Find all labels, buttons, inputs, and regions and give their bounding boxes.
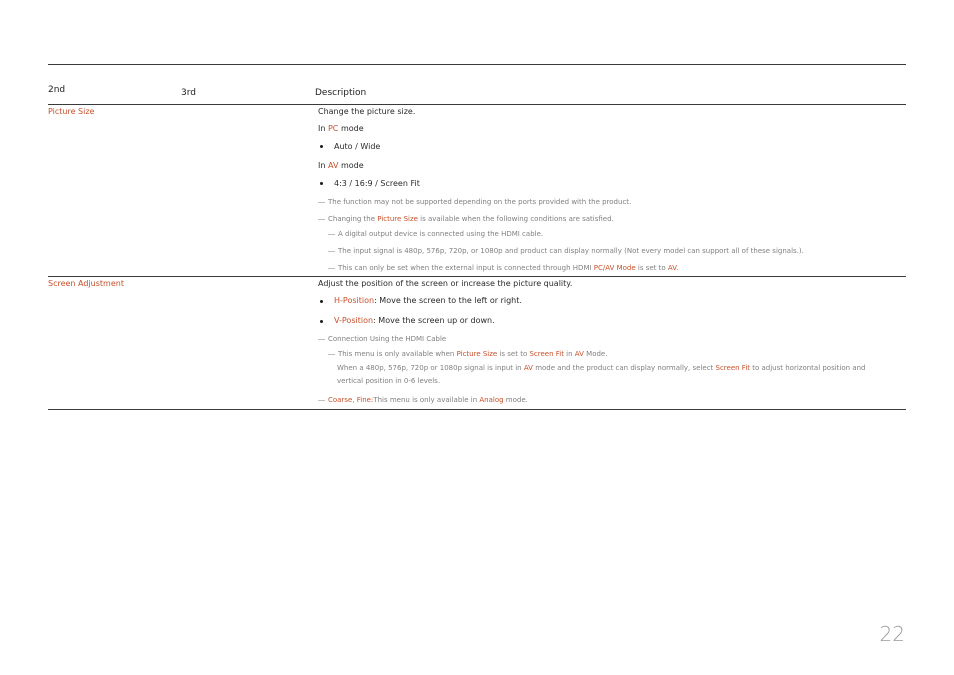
note-dash-icon: ― xyxy=(318,215,325,223)
bullet-dot xyxy=(320,182,323,185)
bottom-rule xyxy=(48,409,906,410)
page-number: 22 xyxy=(879,622,905,646)
av-mode-line xyxy=(318,161,364,170)
screen-adjustment-note-1: ― Connection Using the HDMI Cable xyxy=(318,335,447,343)
screen-adjustment-sub-note-2b: vertical position in 0-6 levels. xyxy=(337,377,441,385)
bullet-dot xyxy=(320,320,323,323)
note-dash-icon: ― xyxy=(318,335,325,343)
picture-size-note-1: ― The function may not be supported depending on the ports provided with the product. xyxy=(318,198,632,206)
screen-adjustment-sub-note-1: ― This menu is only available when Picture Size is set to Screen Fit in AV Mode. xyxy=(328,350,608,358)
picture-size-sub-note-1: ― A digital output device is connected using the HDMI cable. xyxy=(328,230,544,238)
row-picture-size-label: Picture Size xyxy=(48,107,95,116)
av-mode-options: 4:3 / 16:9 / Screen Fit xyxy=(334,179,420,188)
screen-adjustment-intro: Adjust the position of the screen or increase the picture quality. xyxy=(318,279,573,288)
picture-size-note-2: ― Changing the Picture Size is available when the following conditions are satisfied. xyxy=(318,215,614,223)
header-3rd: 3rd xyxy=(181,88,196,98)
screen-adjustment-note-2: ― Coarse, Fine:This menu is only available in Analog mode. xyxy=(318,396,528,404)
pc-mode-pre: In xyxy=(318,124,328,133)
v-position-line: V-Position: Move the screen up or down. xyxy=(334,316,495,325)
picture-size-sub-note-3: ― This can only be set when the external input is connected through HDMI PC/AV Mode is set to AV. xyxy=(328,264,679,272)
row-screen-adjustment-label: Screen Adjustment xyxy=(48,279,124,288)
pc-mode-name: PC xyxy=(327,124,339,133)
row-rule xyxy=(48,276,906,277)
pc-mode-line xyxy=(318,124,364,133)
bullet-dot xyxy=(320,300,323,303)
screen-adjustment-sub-note-2a: When a 480p, 576p, 720p or 1080p signal is input in AV mode and the product can display normally, select Screen Fit to adjust horizontal position and xyxy=(337,364,866,372)
av-mode-name: AV xyxy=(327,161,339,170)
av-mode-pre: In xyxy=(318,161,328,170)
av-mode-post: mode xyxy=(338,161,364,170)
note-dash-icon: ― xyxy=(318,396,325,404)
header-description: Description xyxy=(315,88,367,98)
picture-size-intro: Change the picture size. xyxy=(318,107,416,116)
note-dash-icon: ― xyxy=(328,247,335,255)
note-dash-icon: ― xyxy=(328,264,335,272)
pc-mode-post: mode xyxy=(338,124,364,133)
note-dash-icon: ― xyxy=(328,350,335,358)
header-rule xyxy=(48,104,906,105)
note-dash-icon: ― xyxy=(318,198,325,206)
top-rule xyxy=(48,64,906,65)
h-position-line: H-Position: Move the screen to the left or right. xyxy=(334,296,522,305)
note-dash-icon: ― xyxy=(328,230,335,238)
header-2nd: 2nd xyxy=(48,85,66,95)
picture-size-sub-note-2: ― The input signal is 480p, 576p, 720p, or 1080p and product can display normally (Not every model can support all of these signals.). xyxy=(328,247,804,255)
bullet-dot xyxy=(320,145,323,148)
pc-mode-options: Auto / Wide xyxy=(334,142,381,151)
